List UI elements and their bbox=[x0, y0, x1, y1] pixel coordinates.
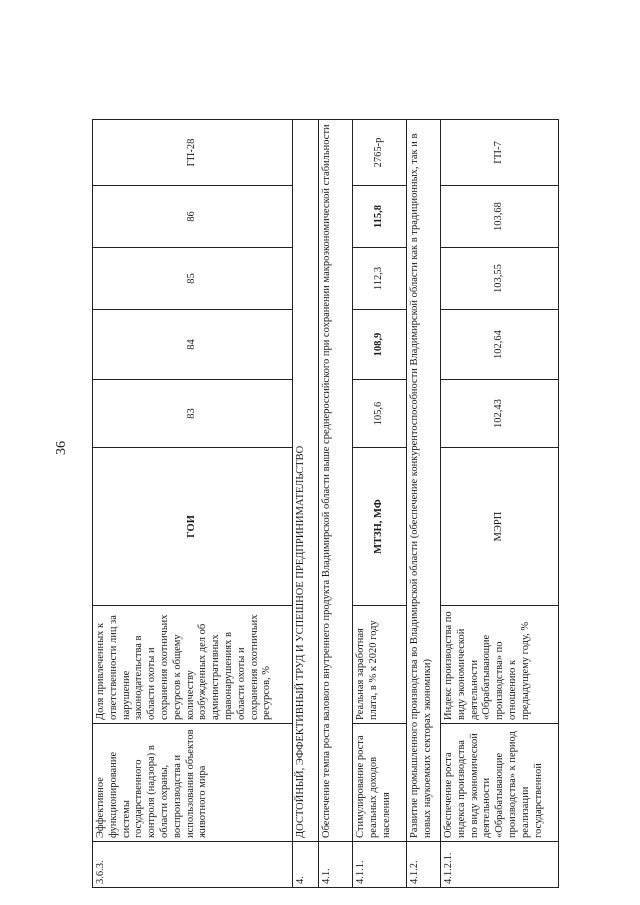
value-cell: 115,8 bbox=[353, 186, 407, 248]
row-id: 4.1.1. bbox=[353, 842, 407, 888]
value-cell: 102,43 bbox=[441, 380, 559, 448]
value-cell: 83 bbox=[93, 380, 293, 448]
goal-cell: Обеспечение роста индекса производства по виду экономической деятельности «Обрабатывающие производства» к период реализации государственной bbox=[441, 724, 559, 842]
row-id: 4. bbox=[293, 842, 319, 888]
row-id: 4.1.2.1. bbox=[441, 842, 559, 888]
table-row bbox=[441, 120, 559, 888]
rotated-table-page bbox=[92, 120, 622, 888]
doc-cell: ГП-28 bbox=[93, 120, 293, 186]
value-cell: 108,9 bbox=[353, 310, 407, 380]
doc-cell: 2765-р bbox=[353, 120, 407, 186]
value-cell: 84 bbox=[93, 310, 293, 380]
merged-text: Обеспечение темпа роста валового внутреннего продукта Владимирской области выше среднероссийского при сохранении макроэкономической стабильности bbox=[319, 120, 353, 842]
merged-row bbox=[319, 120, 353, 888]
doc-cell: ГП-7 bbox=[441, 120, 559, 186]
responsible-cell: МЭРП bbox=[441, 448, 559, 606]
merged-text: Развитие промышленного производства во Владимирской области (обеспечение конкурентоспособности Владимирской области как в традиционных, так и в новых наукоемких секторах экономики) bbox=[407, 120, 441, 842]
goal-cell: Эффективное функционирование системы государственного контроля (надзора) в области охраны, воспроизводства и использования объектов животного мира bbox=[93, 724, 293, 842]
section-row bbox=[293, 120, 319, 888]
indicator-cell: Доля привлеченных к ответственности лиц за нарушение законодательства в области охоты и сохранения охотничьих ресурсов к общему количеству возбужденных дел об административных правонарушениях в области охоты и сохранения охотничьих ресурсов, % bbox=[93, 606, 293, 724]
responsible-cell: МТЗН, МФ bbox=[353, 448, 407, 606]
merged-row bbox=[407, 120, 441, 888]
indicator-cell: Индекс производства по виду экономической деятельности «Обрабатывающие производства» по отношению к предыдущему году, % bbox=[441, 606, 559, 724]
indicator-cell: Реальная заработная плата, в % к 2020 году bbox=[353, 606, 407, 724]
table-row bbox=[93, 120, 293, 888]
section-title: ДОСТОЙНЫЙ, ЭФФЕКТИВНЫЙ ТРУД И УСПЕШНОЕ ПРЕДПРИНИМАТЕЛЬСТВО bbox=[293, 120, 319, 842]
value-cell: 103,55 bbox=[441, 248, 559, 310]
row-id: 3.6.3. bbox=[93, 842, 293, 888]
indicators-table bbox=[92, 119, 559, 888]
table-row bbox=[353, 120, 407, 888]
responsible-cell: ГОИ bbox=[93, 448, 293, 606]
row-id: 4.1.2. bbox=[407, 842, 441, 888]
goal-cell: Стимулирование роста реальных доходов населения bbox=[353, 724, 407, 842]
value-cell: 103,68 bbox=[441, 186, 559, 248]
value-cell: 112,3 bbox=[353, 248, 407, 310]
page-number: 36 bbox=[54, 441, 69, 455]
row-id: 4.1. bbox=[319, 842, 353, 888]
value-cell: 86 bbox=[93, 186, 293, 248]
value-cell: 85 bbox=[93, 248, 293, 310]
value-cell: 105,6 bbox=[353, 380, 407, 448]
value-cell: 102,64 bbox=[441, 310, 559, 380]
